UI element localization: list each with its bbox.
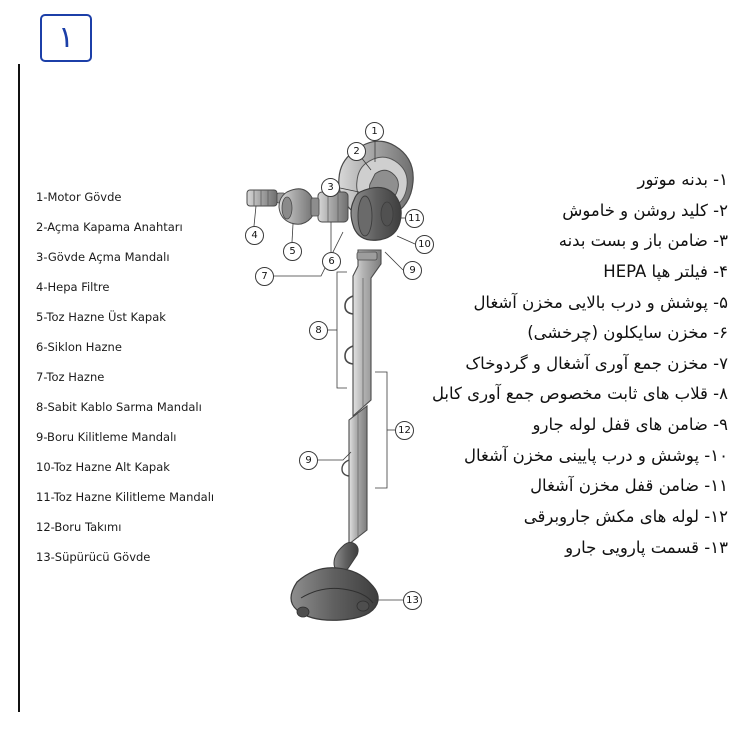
list-item: 8-Sabit Kablo Sarma Mandalı (36, 400, 202, 414)
list-item: ۴- فیلتر هپا HEPA (603, 261, 728, 281)
callout-10: 10 (415, 235, 434, 254)
list-item: 5-Toz Hazne Üst Kapak (36, 310, 166, 324)
part-dust-container (351, 187, 401, 240)
callout-9: 9 (403, 261, 422, 280)
list-item: ۶- مخزن سایکلون (چرخشی) (527, 323, 728, 343)
list-item: 4-Hepa Filtre (36, 280, 110, 294)
list-item: ۱۳- قسمت پارویی جارو (565, 537, 728, 557)
bracket-12 (375, 372, 387, 488)
list-item: 3-Gövde Açma Mandalı (36, 250, 170, 264)
page-number-badge (40, 14, 92, 62)
list-item: 9-Boru Kilitleme Mandalı (36, 430, 177, 444)
list-item: ۸- قلاب های ثابت مخصوص جمع آوری کابل (431, 384, 728, 404)
part-main-body-tube (345, 250, 381, 416)
turkish-parts-list (36, 192, 256, 582)
callout-3: 3 (321, 178, 340, 197)
part-tube-set (342, 406, 367, 544)
callout-11: 11 (405, 209, 424, 228)
callout-4: 4 (245, 226, 264, 245)
list-item: ۱۲- لوله های مکش جاروبرقی (523, 506, 728, 526)
list-item: 7-Toz Hazne (36, 370, 105, 384)
list-item: 12-Boru Takımı (36, 520, 122, 534)
left-vertical-rule (18, 64, 20, 712)
part-dust-bin-top-cap (279, 189, 315, 224)
list-item: ۷- مخزن جمع آوری آشغال و گردوخاک (465, 353, 728, 373)
list-item: 13-Süpürücü Gövde (36, 550, 151, 564)
callout-7: 7 (255, 267, 274, 286)
list-item: 2-Açma Kapama Anahtarı (36, 220, 183, 234)
leader-line-5 (292, 224, 293, 242)
list-item: 11-Toz Hazne Kilitleme Mandalı (36, 490, 215, 504)
page-number: ۱ (57, 20, 75, 55)
list-item: ۱۱- ضامن قفل مخزن آشغال (530, 476, 728, 496)
list-item: 6-Siklon Hazne (36, 340, 122, 354)
callout-12: 12 (395, 421, 414, 440)
callout-5: 5 (283, 242, 302, 261)
exploded-diagram (225, 100, 515, 640)
list-item: ۳- ضامن باز و بست بدنه (558, 231, 728, 251)
list-item: 1-Motor Gövde (36, 190, 122, 204)
list-item: ۹- ضامن های قفل لوله جارو (532, 415, 728, 434)
callout-2: 2 (347, 142, 366, 161)
leader-line-9b (317, 452, 351, 460)
list-item: 10-Toz Hazne Alt Kapak (36, 460, 170, 474)
list-item: ۱۰- پوشش و درب پایینی مخزن آشغال (464, 445, 728, 465)
vacuum-diagram-svg (225, 100, 515, 640)
list-item: ۵- پوشش و درب بالایی مخزن آشغال (473, 292, 728, 312)
part-floor-brush-head (291, 542, 378, 620)
list-item: ۲- کلید روشن و خاموش (562, 200, 728, 220)
list-item: ۱- بدنه موتور (637, 170, 728, 189)
leader-line-10 (397, 236, 415, 244)
bracket-8 (337, 272, 347, 388)
callout-9-lower: 9 (299, 451, 318, 470)
leader-line-9a (385, 252, 403, 270)
callout-13: 13 (403, 591, 422, 610)
leader-line-4 (254, 206, 256, 226)
callout-6: 6 (322, 252, 341, 271)
callout-8: 8 (309, 321, 328, 340)
callout-1: 1 (365, 122, 384, 141)
